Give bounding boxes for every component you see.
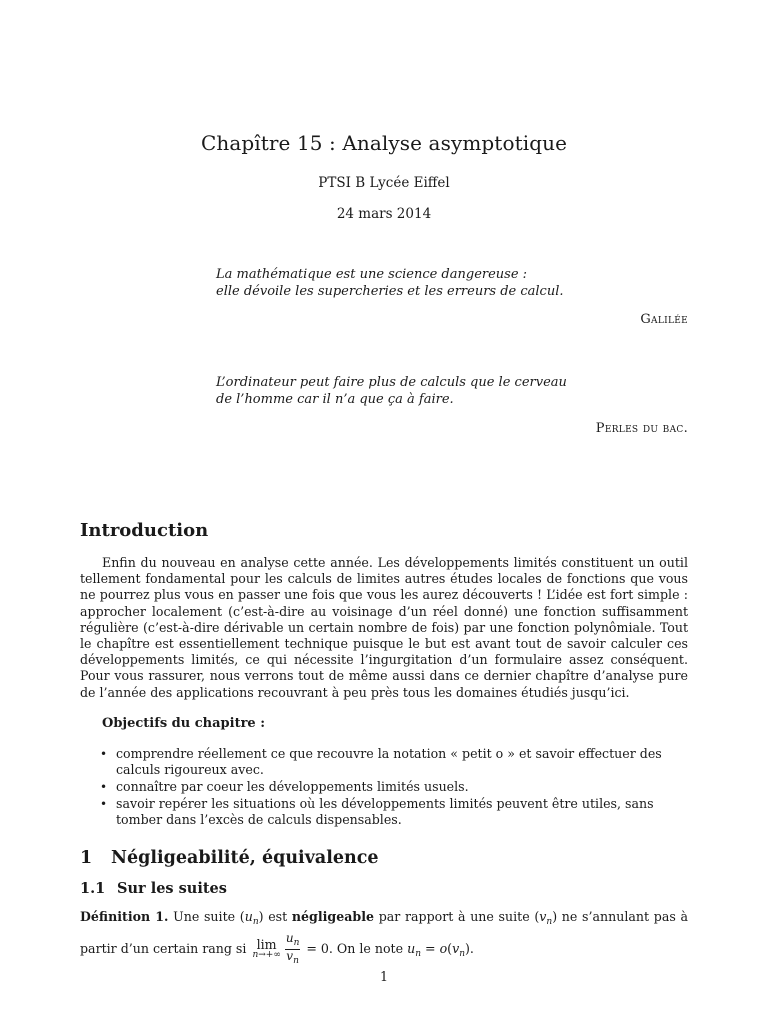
bullet-icon: •	[100, 780, 108, 794]
objective-text: connaître par coeur les développements limités usuels.	[116, 779, 469, 794]
subsection-title: Sur les suites	[117, 880, 227, 897]
limit-expression	[252, 936, 281, 961]
definition-text: (	[447, 941, 453, 956]
epigraph-quote	[216, 266, 696, 300]
introduction-heading: Introduction	[80, 520, 209, 541]
limit-operator: lim	[256, 936, 277, 952]
limit-subscript: n→+∞	[252, 949, 281, 960]
document-title: Chapître 15 : Analyse asymptotique	[200, 131, 568, 155]
subsection-number: 1.1	[80, 880, 106, 897]
list-item	[100, 796, 690, 828]
definition-text: Une suite (	[168, 909, 245, 924]
list-item	[100, 779, 690, 795]
epigraph-line: de l’homme car il n’a que ça à faire.	[216, 392, 454, 407]
definition-block	[80, 907, 688, 967]
math-sub: n	[252, 917, 259, 927]
objective-text: comprendre réellement ce que recouvre la notation « petit o » et savoir effectuer des calculs rigoureux avec.	[116, 746, 662, 777]
definition-text: ) ne s’annulant pas à partir d’un certain rang si	[80, 909, 688, 956]
epigraph-source: Perles du bac.	[595, 421, 688, 436]
epigraph-line: elle dévoile les supercheries et les erreurs de calcul.	[216, 284, 564, 299]
math-var: u	[285, 931, 294, 945]
math-var: v	[452, 941, 460, 956]
math-var: o	[439, 941, 448, 956]
epigraph-line: L’ordinateur peut faire plus de calculs que le cerveau	[216, 375, 567, 390]
objective-text: savoir repérer les situations où les développements limités peuvent être utiles, sans tomber dans l’excès de calculs dispensables.	[116, 796, 654, 827]
math-sub: n	[293, 956, 299, 966]
math-sub: n	[293, 938, 300, 948]
math-var: u	[407, 941, 416, 956]
math-sub: n	[546, 917, 553, 927]
definition-text: ) est	[258, 909, 292, 924]
math-sub: n	[415, 949, 421, 959]
definition-text: par rapport à une suite (	[374, 909, 540, 924]
section-heading	[80, 848, 379, 868]
objectives-list	[100, 746, 690, 829]
epigraph-source: Galilée	[640, 312, 688, 327]
section-number: 1	[80, 848, 93, 868]
section-title: Négligeabilité, équivalence	[111, 848, 379, 868]
document-date: 24 mars 2014	[336, 206, 432, 222]
epigraph-line: La mathématique est une science dangereuse :	[216, 267, 528, 282]
definition-label: Définition 1.	[80, 909, 169, 924]
epigraph-quote	[216, 374, 696, 408]
document-author: PTSI B Lycée Eiffel	[318, 175, 450, 191]
math-var: v	[286, 949, 294, 963]
definition-term: négligeable	[291, 909, 375, 924]
math-sub: n	[459, 949, 465, 959]
definition-text: =	[421, 941, 440, 956]
introduction-paragraph: Enfin du nouveau en analyse cette année. Les développements limités constituent un outil tellement fondamental pour les calculs de limites autres études locales de fonctions que vous ne pourrez plus vous en passer une fois que vous les aurez découverts ! L’idée est fort simple : approcher localement (c’est-à-dire au voisinage d’un réel donné) une fonction suffisamment régulière (c’est-à-dire dérivable un certain nombre de fois) par une fonction polynômiale. Tout le chapître est essentiellement technique puisque le but est avant tout de savoir calculer ces développements limités, ce qui nécessite l’ingurgitation d’un formulaire assez conséquent. Pour vous rassurer, nous verrons tout de même aussi dans ce dernier chapître d’analyse pure de l’année des applications recouvrant à peu près tous les domaines étudiés jusqu’ici.	[80, 555, 688, 700]
fraction	[285, 932, 301, 967]
page-number: 1	[379, 969, 388, 984]
list-item	[100, 746, 690, 778]
objectives-title: Objectifs du chapitre :	[102, 716, 266, 731]
definition-text: = 0. On le note	[302, 941, 408, 956]
subsection-heading	[80, 880, 227, 897]
bullet-icon: •	[100, 797, 108, 811]
fraction-denominator	[285, 950, 301, 967]
definition-text: ).	[465, 941, 474, 956]
math-var: u	[244, 909, 253, 924]
math-var: v	[539, 909, 547, 924]
bullet-icon: •	[100, 747, 108, 761]
fraction-numerator	[285, 932, 301, 950]
